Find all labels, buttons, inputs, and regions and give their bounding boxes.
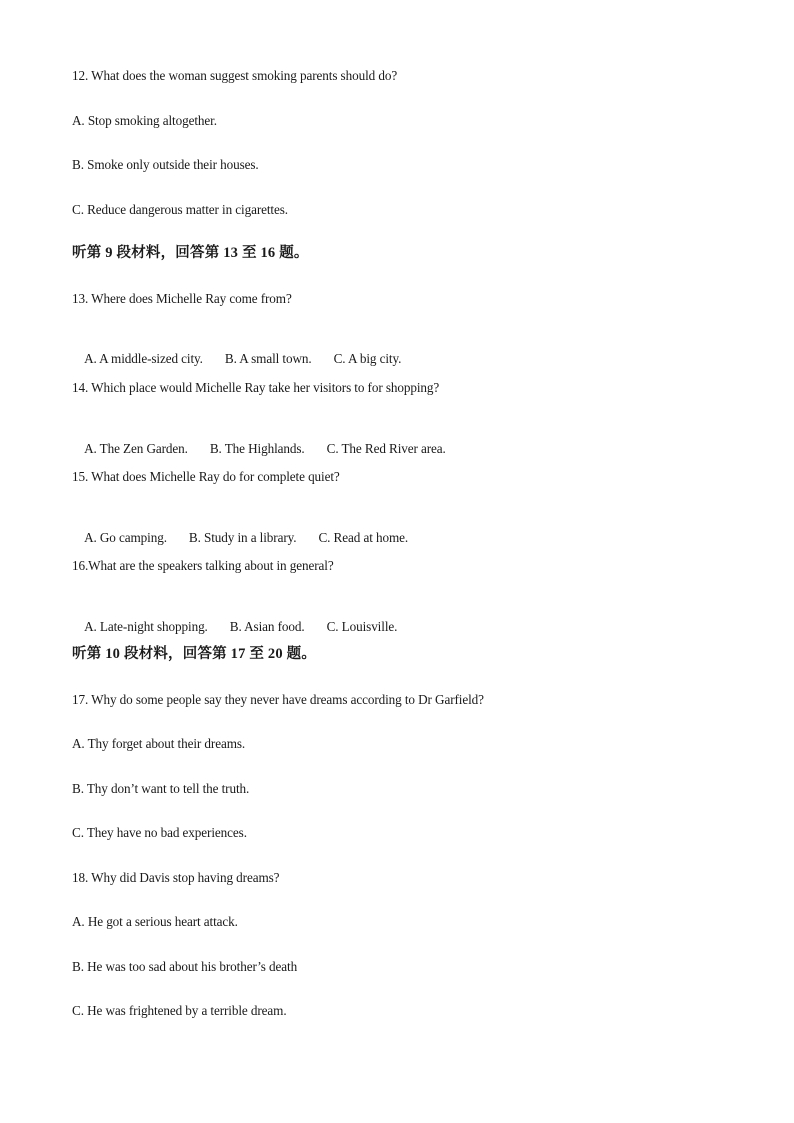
question-13: 13. Where does Michelle Ray come from? (72, 291, 292, 306)
question-15-options (72, 514, 408, 562)
question-18-option-a: A. He got a serious heart attack. (72, 914, 238, 929)
question-12-option-c: C. Reduce dangerous matter in cigarettes. (72, 202, 288, 217)
question-13-option-a: A. A middle-sized city. (84, 351, 203, 366)
question-16-option-a: A. Late-night shopping. (84, 619, 208, 634)
question-13-option-b: B. A small town. (224, 351, 312, 366)
question-17-option-b: B. Thy don’t want to tell the truth. (72, 781, 250, 796)
question-16: 16.What are the speakers talking about in general? (72, 558, 334, 573)
question-15-option-b: B. Study in a library. (188, 530, 297, 545)
question-17-option-a: A. Thy forget about their dreams. (72, 736, 246, 751)
question-14-option-a: A. The Zen Garden. (84, 441, 188, 456)
question-16-option-c: C. Louisville. (326, 619, 398, 634)
section-9-heading: 听第 9 段材料，回答第 13 至 16 题。 (72, 245, 309, 261)
question-16-option-b: B. Asian food. (229, 619, 305, 634)
question-15-option-c: C. Read at home. (318, 530, 409, 545)
question-12: 12. What does the woman suggest smoking parents should do? (72, 68, 398, 83)
question-12-option-b: B. Smoke only outside their houses. (72, 157, 259, 172)
question-18-option-c: C. He was frightened by a terrible dream. (72, 1003, 287, 1018)
question-12-option-a: A. Stop smoking altogether. (72, 113, 217, 128)
question-14: 14. Which place would Michelle Ray take her visitors to for shopping? (72, 380, 440, 395)
question-14-option-b: B. The Highlands. (209, 441, 305, 456)
question-13-options (72, 335, 401, 383)
question-15: 15. What does Michelle Ray do for complete quiet? (72, 469, 340, 484)
question-15-option-a: A. Go camping. (84, 530, 167, 545)
question-13-option-c: C. A big city. (333, 351, 402, 366)
section-10-heading: 听第 10 段材料，回答第 17 至 20 题。 (72, 646, 317, 662)
question-17-option-c: C. They have no bad experiences. (72, 825, 247, 840)
question-16-options (72, 603, 397, 651)
question-17: 17. Why do some people say they never have dreams according to Dr Garfield? (72, 692, 484, 707)
question-14-option-c: C. The Red River area. (326, 441, 446, 456)
question-18: 18. Why did Davis stop having dreams? (72, 870, 280, 885)
question-14-options (72, 425, 446, 473)
question-18-option-b: B. He was too sad about his brother’s death (72, 959, 298, 974)
